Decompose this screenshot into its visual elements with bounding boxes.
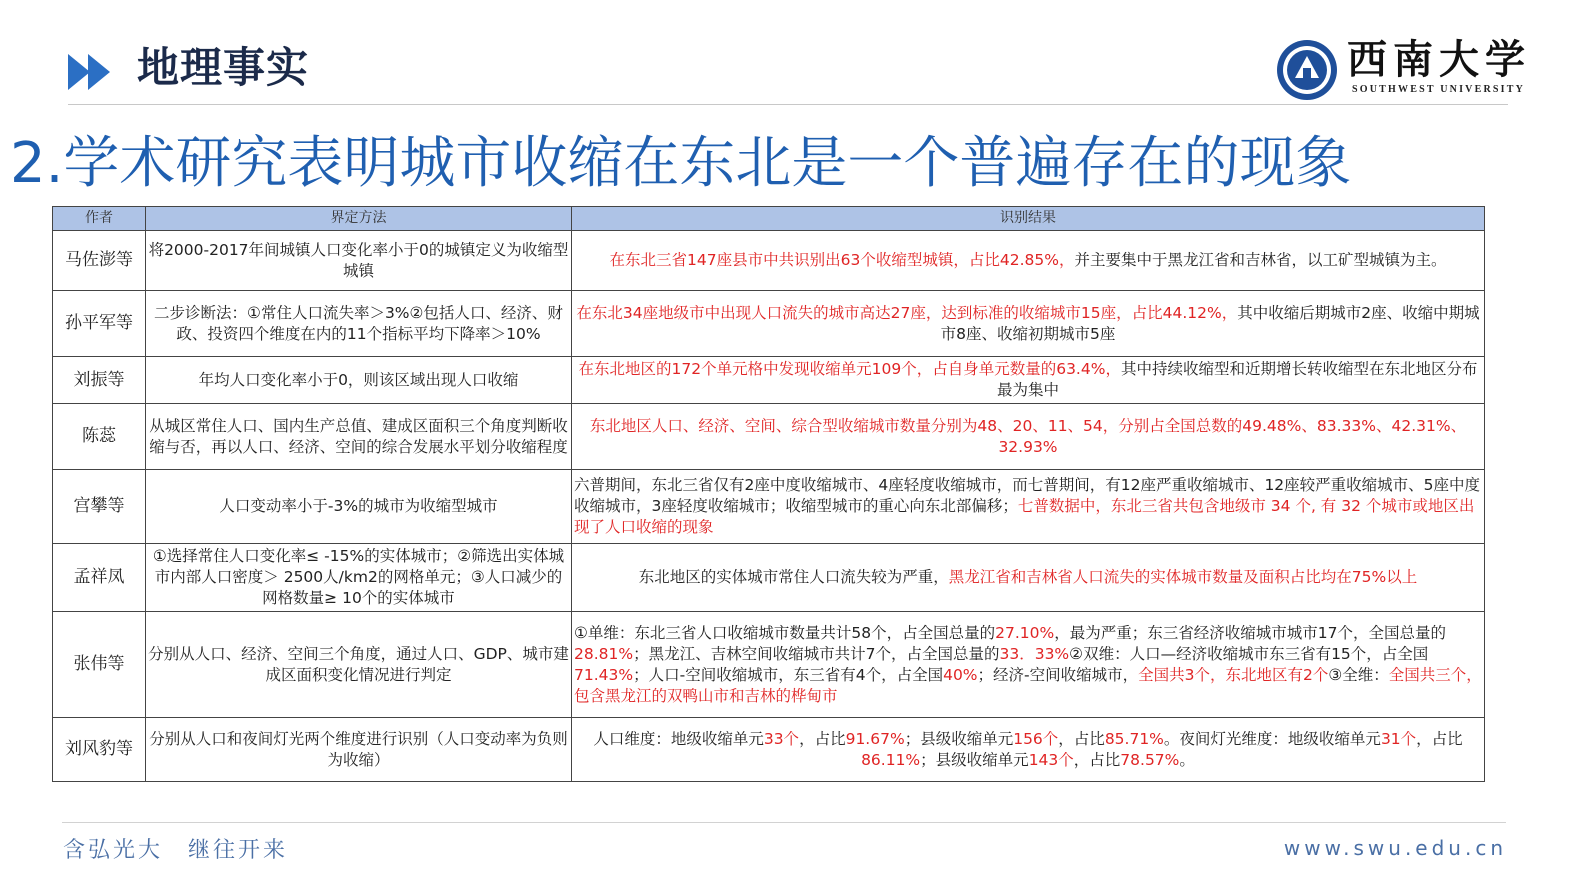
cell-author: 马佐澎等 — [53, 231, 146, 291]
cell-result — [572, 544, 1485, 612]
cell-method: 二步诊断法：①常住人口流失率＞3%②包括人口、经济、财政、投资四个维度在内的11个指标平均下降率＞10% — [146, 291, 572, 357]
result-text: ，占比 — [1058, 729, 1105, 748]
table-header-row — [53, 207, 1485, 231]
highlight-text: 在东北地区的172个单元格中发现收缩单元109个，占自身单元数量的63.4%， — [578, 360, 1121, 378]
result-text: 其中收缩后期城市2座、收缩中期城市8座、收缩初期城市5座 — [940, 303, 1480, 343]
cell-result — [572, 718, 1485, 782]
cell-method: 将2000-2017年间城镇人口变化率小于0的城镇定义为收缩型城镇 — [146, 231, 572, 291]
slide-title: 2.学术研究表明城市收缩在东北是一个普遍存在的现象 — [10, 131, 1352, 196]
result-text: ，最为严重；东三省经济收缩城市城市17个，全国总量的 — [1054, 623, 1446, 642]
table-row — [53, 612, 1485, 718]
cell-result — [572, 291, 1485, 357]
result-text: ③全维： — [1328, 665, 1389, 684]
footer-url[interactable]: www.swu.edu.cn — [1283, 836, 1507, 860]
highlight-text: 全国共3个，东北地区有2个 — [1138, 665, 1329, 684]
result-text: 并主要集中于黑龙江省和吉林省，以工矿型城镇为主。 — [1074, 251, 1447, 269]
cell-method: 分别从人口和夜间灯光两个维度进行识别（人口变动率为负则为收缩） — [146, 718, 572, 782]
result-text: ①单维：东北三省人口收缩城市数量共计58个，占全国总量的 — [574, 623, 996, 642]
header-divider — [68, 104, 1508, 105]
column-header-author: 作者 — [53, 207, 146, 231]
result-text: 。夜间灯光维度：地级收缩单元 — [1163, 729, 1381, 748]
highlight-text: 全国共三个，包含黑龙江的双鸭山市和吉林的桦甸市 — [574, 665, 1482, 705]
cell-result — [572, 612, 1485, 718]
cell-author: 张伟等 — [53, 612, 146, 718]
cell-result — [572, 470, 1485, 544]
cell-result — [572, 404, 1485, 470]
result-text: ；经济-空间收缩城市， — [977, 665, 1139, 684]
result-text: ；县级收缩单元 — [920, 750, 1029, 769]
cell-author: 宫攀等 — [53, 470, 146, 544]
footer-divider — [62, 822, 1506, 823]
cell-result — [572, 231, 1485, 291]
university-seal-icon — [1275, 38, 1339, 102]
cell-author: 孙平军等 — [53, 291, 146, 357]
cell-author: 陈蕊 — [53, 404, 146, 470]
table-row — [53, 357, 1485, 404]
result-text: ②双维：人口—经济收缩城市东三省有15个，占全国 — [1069, 644, 1429, 663]
result-text: ，占比 — [799, 729, 846, 748]
result-text: 。 — [1179, 750, 1195, 769]
result-text: 六普期间，东北三省仅有2座中度收缩城市、4座轻度收缩城市，而七普期间，有12座严重收缩城市、12座较严重收缩城市、5座中度收缩城市，3座轻度收缩城市；收缩型城市的重心向东北部偏移； — [574, 476, 1481, 515]
cell-method: 分别从人口、经济、空间三个角度，通过人口、GDP、城市建成区面积变化情况进行判定 — [146, 612, 572, 718]
cell-method: ①选择常住人口变化率≤ -15%的实体城市；②筛选出实体城市内部人口密度＞ 2500人/km2的网格单元；③人口减少的网格数量≥ 10个的实体城市 — [146, 544, 572, 612]
highlight-text: 143个 — [1028, 750, 1074, 769]
section-arrow-icon — [68, 50, 130, 94]
table-row — [53, 718, 1485, 782]
cell-result — [572, 357, 1485, 404]
cell-method: 人口变动率小于-3%的城市为收缩型城市 — [146, 470, 572, 544]
highlight-text: 40% — [943, 665, 978, 684]
highlight-text: 七普数据中，东北三省共包含地级市 34 个, 有 32 个城市或地区出现了人口收缩的现象 — [574, 497, 1475, 536]
highlight-text: 78.57% — [1120, 750, 1180, 769]
cell-method: 从城区常住人口、国内生产总值、建成区面积三个角度判断收缩与否，再以人口、经济、空间的综合发展水平划分收缩程度 — [146, 404, 572, 470]
highlight-text: 91.67% — [845, 729, 905, 748]
highlight-text: 86.11% — [861, 750, 921, 769]
highlight-text: 在东北三省147座县市中共识别出63个收缩型城镇，占比42.85%， — [609, 251, 1075, 269]
result-text: 东北地区的实体城市常住人口流失较为严重， — [638, 568, 949, 586]
highlight-text: 27.10% — [995, 623, 1055, 642]
table-row — [53, 404, 1485, 470]
highlight-text: 黑龙江省和吉林省人口流失的实体城市数量及面积占比均在75%以上 — [948, 568, 1418, 586]
result-text: ，占比 — [1416, 729, 1463, 748]
table-row — [53, 231, 1485, 291]
section-heading: 地理事实 — [137, 43, 310, 92]
cell-author: 孟祥凤 — [53, 544, 146, 612]
highlight-text: 33．33% — [999, 644, 1070, 663]
highlight-text: 156个 — [1013, 729, 1059, 748]
highlight-text: 85.71% — [1104, 729, 1164, 748]
highlight-text: 东北地区人口、经济、空间、综合型收缩城市数量分别为48、20、11、54，分别占全国总数的49.48%、83.33%、42.31%、32.93% — [589, 416, 1467, 456]
result-text: ；县级收缩单元 — [904, 729, 1014, 748]
table-row — [53, 470, 1485, 544]
result-text: ，占比 — [1073, 750, 1121, 769]
cell-author: 刘风豹等 — [53, 718, 146, 782]
highlight-text: 71.43% — [574, 665, 634, 684]
university-name-english: SOUTHWEST UNIVERSITY — [1352, 84, 1526, 95]
result-text: 人口维度：地级收缩单元 — [593, 729, 764, 748]
table-row — [53, 544, 1485, 612]
table-row — [53, 291, 1485, 357]
result-text: 其中持续收缩型和近期增长转收缩型在东北地区分布最为集中 — [996, 360, 1478, 399]
cell-author: 刘振等 — [53, 357, 146, 404]
column-header-method: 界定方法 — [146, 207, 572, 231]
highlight-text: 33个 — [763, 729, 800, 748]
result-text: ；人口-空间收缩城市，东三省有4个，占全国 — [633, 665, 944, 684]
result-text: ；黑龙江、吉林空间收缩城市共计7个，占全国总量的 — [633, 644, 1000, 663]
cell-method: 年均人口变化率小于0，则该区域出现人口收缩 — [146, 357, 572, 404]
footer-motto: 含弘光大 继往开来 — [63, 838, 289, 863]
highlight-text: 在东北34座地级市中出现人口流失的城市高达27座，达到标准的收缩城市15座，占比44.12%， — [576, 303, 1238, 322]
university-name: 西南大学 — [1347, 36, 1531, 83]
highlight-text: 31个 — [1380, 729, 1417, 748]
research-table — [52, 206, 1485, 782]
column-header-result: 识别结果 — [572, 207, 1485, 231]
highlight-text: 28.81% — [574, 644, 634, 663]
